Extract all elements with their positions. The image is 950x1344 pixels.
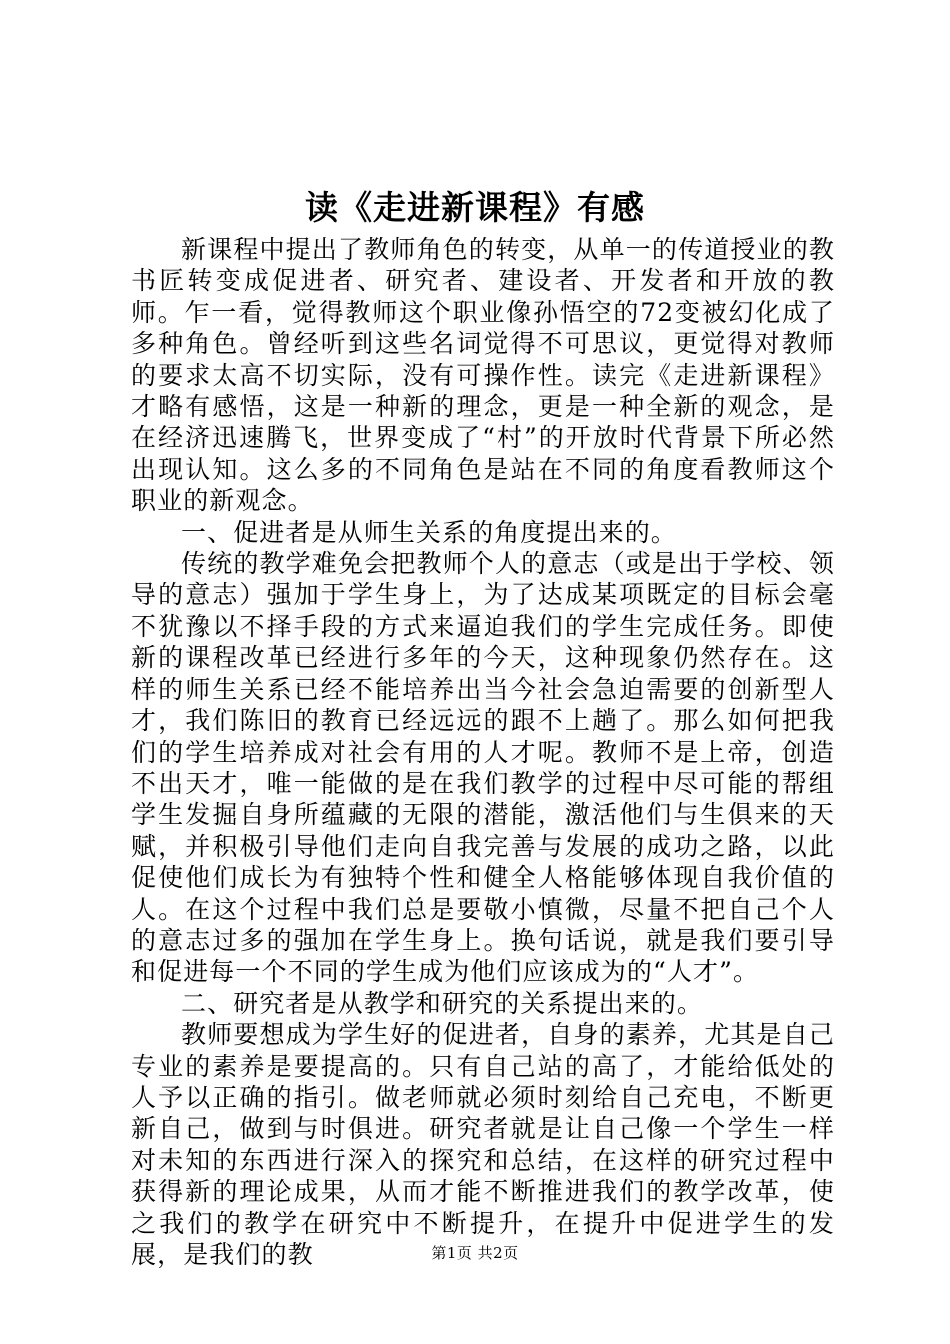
paragraph-researcher: 教师要想成为学生好的促进者，自身的素养，尤其是自己专业的素养是要提高的。只有自己站的高了，才能给低处的人予以正确的指引。做老师就必须时刻给自己充电，不断更新自己，做到与时俱进。研究者就是让自己像一个学生一样对未知的东西进行深入的探究和总结，在这样的研究过程中获得新的理论成果，从而才能不断推进我们的教学改革，使之我们的教学在研究中不断提升，在提升中促进学生的发展，是我们的教 — [131, 1020, 835, 1269]
page-footer: 第1页 共2页 — [431, 1244, 519, 1262]
document-title: 读《走进新课程》有感 — [305, 188, 645, 227]
paragraph-facilitator: 传统的教学难免会把教师个人的意志（或是出于学校、领导的意志）强加于学生身上，为了达成某项既定的目标会毫不犹豫以不择手段的方式来逼迫我们的学生完成任务。即使新的课程改革已经进行多年的今天，这种现象仍然存在。这样的师生关系已经不能培养出当今社会急迫需要的创新型人才，我们陈旧的教育已经远远的跟不上趟了。那么如何把我们的学生培养成对社会有用的人才呢。教师不是上帝，创造不出天才，唯一能做的是在我们教学的过程中尽可能的帮组学生发掘自身所蕴藏的无限的潜能，激活他们与生俱来的天赋，并积极引导他们走向自我完善与发展的成功之路，以此促使他们成长为有独特个性和健全人格能够体现自我价值的人。在这个过程中我们总是要敬小慎微，尽量不把自己个人的意志过多的强加在学生身上。换句话说，就是我们要引导和促进每一个不同的学生成为他们应该成为的“人才”。 — [131, 549, 835, 987]
paragraph-intro: 新课程中提出了教师角色的转变，从单一的传道授业的教书匠转变成促进者、研究者、建设者、开发者和开放的教师。乍一看，觉得教师这个职业像孙悟空的72变被幻化成了多种角色。曾经听到这些名词觉得不可思议，更觉得对教师的要求太高不切实际，没有可操作性。读完《走进新课程》才略有感悟，这是一种新的理念，更是一种全新的观念，是在经济迅速腾飞，世界变成了“村”的开放时代背景下所必然出现认知。这么多的不同角色是站在不同的角度看教师这个职业的新观念。 — [131, 235, 835, 516]
paragraph-heading-researcher: 二、研究者是从教学和研究的关系提出来的。 — [181, 988, 704, 1018]
document-body — [131, 234, 835, 1270]
paragraph-heading-facilitator: 一、促进者是从师生关系的角度提出来的。 — [181, 517, 677, 547]
